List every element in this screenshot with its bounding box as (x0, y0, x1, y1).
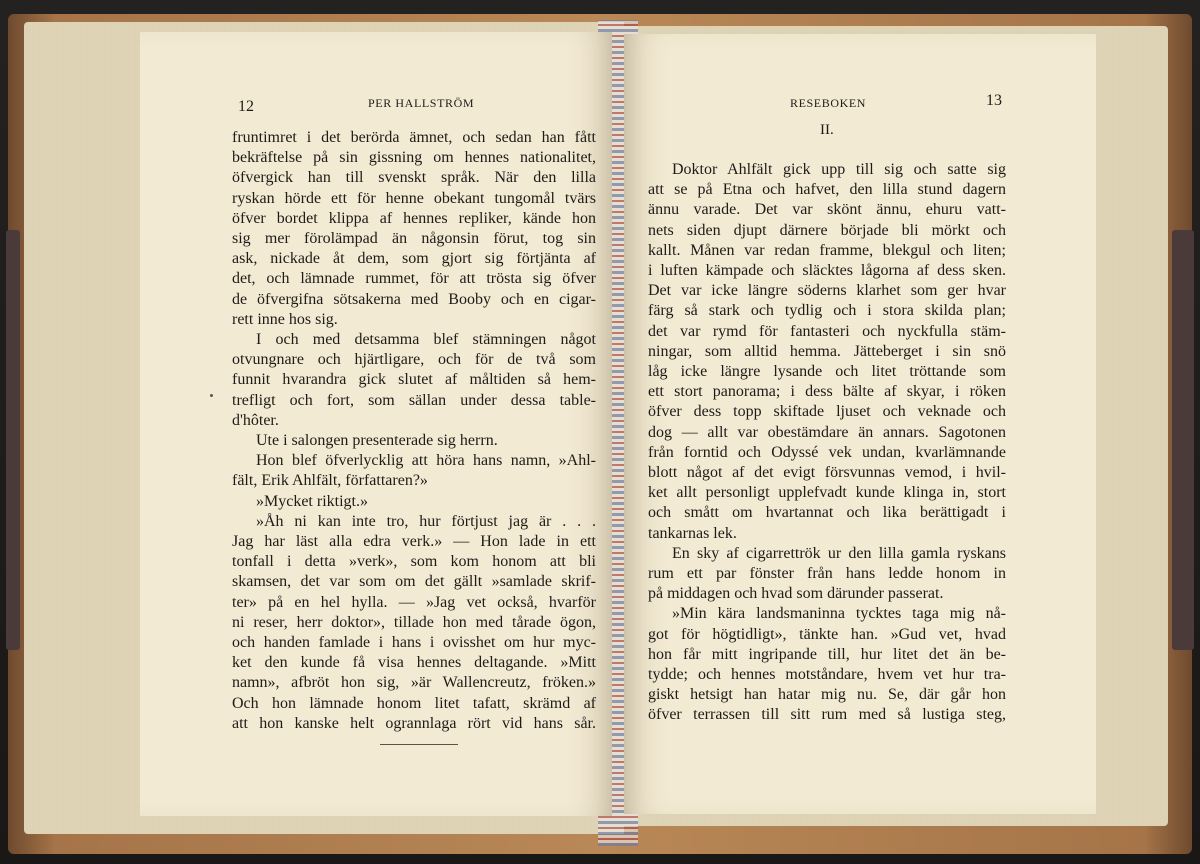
text-line: Ute i salongen presenterade sig herrn. (256, 432, 498, 449)
text-line: fruntimret i det berörda ämnet, och sedan han fått (232, 129, 596, 146)
text-line: tydde; och hennes motståndare, hvem vet hur tra- (648, 666, 1006, 683)
text-line: ask, nickade åt dem, som gjort sig förtjänta af (232, 250, 596, 268)
text-line: det, och lämnade rummet, för att trösta sig öfver (232, 270, 596, 288)
text-line: dog — allt var obestämdare än annars. Sagotonen (648, 423, 1006, 441)
text-line: nets siden djupt därnere började bli mörkt och (648, 221, 1006, 239)
text-line: ett stort panorama; i dess bälte af skyar, i röken (648, 383, 1006, 401)
text-line: kallt. Månen var redan framme, blekgul och liten; (648, 241, 1006, 259)
text-line: öfver terrassen till sitt rum med så lustiga steg, (648, 706, 1006, 724)
text-line: ni reser, herr doktor», tillade hon med tårade ögon, (232, 613, 596, 631)
text-line: giskt hetsigt han hatar mig nu. Se, där går hon (648, 686, 1006, 704)
text-line: En sky af cigarrettrök ur den lilla gamla ryskans (672, 544, 1006, 562)
text-line: »Mycket riktigt.» (256, 492, 368, 510)
text-line: tankarnas lek. (648, 524, 737, 542)
text-line: I och med detsamma blef stämningen något (256, 331, 596, 348)
left-page (140, 32, 612, 816)
text-line: funnit hvarandra gick slutet af måltiden så hem- (232, 371, 596, 389)
text-line: bekräftelse på sin gissning om hennes nationalitet, (232, 149, 596, 167)
text-line: öfver bordet klippa af hennes repliker, kände hon (232, 209, 596, 227)
text-line: Det var icke längre söderns klarhet som ger hvar (648, 282, 1006, 300)
text-line: tonfall i detta »verk», som kom honom att bli (232, 553, 596, 571)
text-line: blott något af det evigt försvunnas vemod, i hvil- (648, 464, 1006, 481)
text-line: rett inne hos sig. (232, 310, 338, 328)
text-line: namn», afbröt hon sig, »är Wallencreutz, fröken.» (232, 674, 596, 692)
page-number-right: 13 (986, 92, 1002, 109)
text-line: låg icke längre lysande och litet tröttande som (648, 363, 1006, 380)
text-line: ket den kunde få visa hennes deltagande. »Mitt (232, 654, 596, 672)
text-line: »Min kära landsmaninna tycktes taga mig nå- (672, 605, 1006, 623)
running-head-left: PER HALLSTRÖM (368, 96, 475, 110)
text-line: i luften kämpade och släcktes lågorna af dess sken. (648, 262, 1006, 279)
text-line: »Åh ni kan inte tro, hur förtjust jag är . . . (256, 512, 596, 530)
right-page (624, 34, 1096, 814)
text-line: trefligt och fort, som sällan under dessa table- (232, 391, 596, 409)
text-line: att hon kanske helt ogrannlaga rört vid hans sår. (232, 714, 596, 732)
text-line: öfvergick han till svenskt språk. När den lilla (232, 169, 596, 187)
text-line: d'hôter. (232, 411, 279, 429)
text-line: de öfvergifna sötsakerna med Booby och en cigar- (232, 290, 596, 308)
cover-edge-left (6, 230, 20, 650)
text-line: färg så stark och tydlig och i stora skilda plan; (648, 302, 1006, 320)
cover-edge-right (1172, 230, 1194, 650)
text-line: ket allt personligt upplefvadt kunde klinga in, stort (648, 484, 1006, 502)
text-line: otvungnare och hjärtligare, och för de två som (232, 351, 596, 369)
text-line: Hon blef öfverlycklig att höra hans namn, »Ahl- (256, 452, 596, 470)
text-line: från forntid och Odyssé vek undan, kvarlämnande (648, 443, 1006, 461)
text-line: got för högtidligt», tänkte han. »Gud vet, hvad (648, 625, 1006, 643)
text-line: ännu varade. Det var skönt ännu, ehuru vatt- (648, 201, 1006, 219)
text-line: Jag har läst alla edra verk.» — Hon lade in ett (232, 533, 596, 550)
text-line: och handen famlade i hans i ovisshet om hur myc- (232, 634, 596, 651)
text-line: ningar, som alltid hemma. Jätteberget i sin snö (648, 342, 1006, 360)
text-line: fält, Erik Ahlfält, författaren?» (232, 472, 428, 490)
text-line: Doktor Ahlfält gick upp till sig och satte sig (672, 161, 1006, 178)
text-line: det var rymd för fantasteri och nyckfulla stäm- (648, 322, 1006, 340)
text-line: och smått om hvartannat och lika berättigadt i (648, 504, 1006, 522)
text-line: sig mer förolämpad än någonsin förut, tog sin (232, 230, 596, 247)
text-line: hon får mitt ingripande till, hur litet det än be- (648, 645, 1006, 663)
text-line: ter» på en hel hylla. — »Jag vet också, hvarför (232, 593, 596, 611)
page-number-left: 12 (238, 98, 254, 115)
text-line: rum ett par fönster från hans ledde honom in (648, 565, 1006, 582)
text-line: Och hon lämnade honom litet tafatt, skrämd af (232, 694, 596, 712)
text-line: på middagen och hvad som därunder passerat. (648, 585, 944, 603)
chapter-heading: II. (820, 122, 834, 138)
text-line: skamsen, det var som om det gällt »samlade skrif- (232, 573, 596, 591)
margin-mark (210, 394, 213, 397)
section-end-rule (380, 744, 458, 745)
text-line: öfver dess topp skiftade ljuset och veknade och (648, 403, 1006, 421)
text-line: ryskan hörde ett för henne obekant tungomål tvärs (232, 189, 596, 207)
text-line: att se på Etna och hafvet, den lilla stund dagern (648, 181, 1006, 199)
running-head-right: RESEBOKEN (790, 96, 867, 110)
